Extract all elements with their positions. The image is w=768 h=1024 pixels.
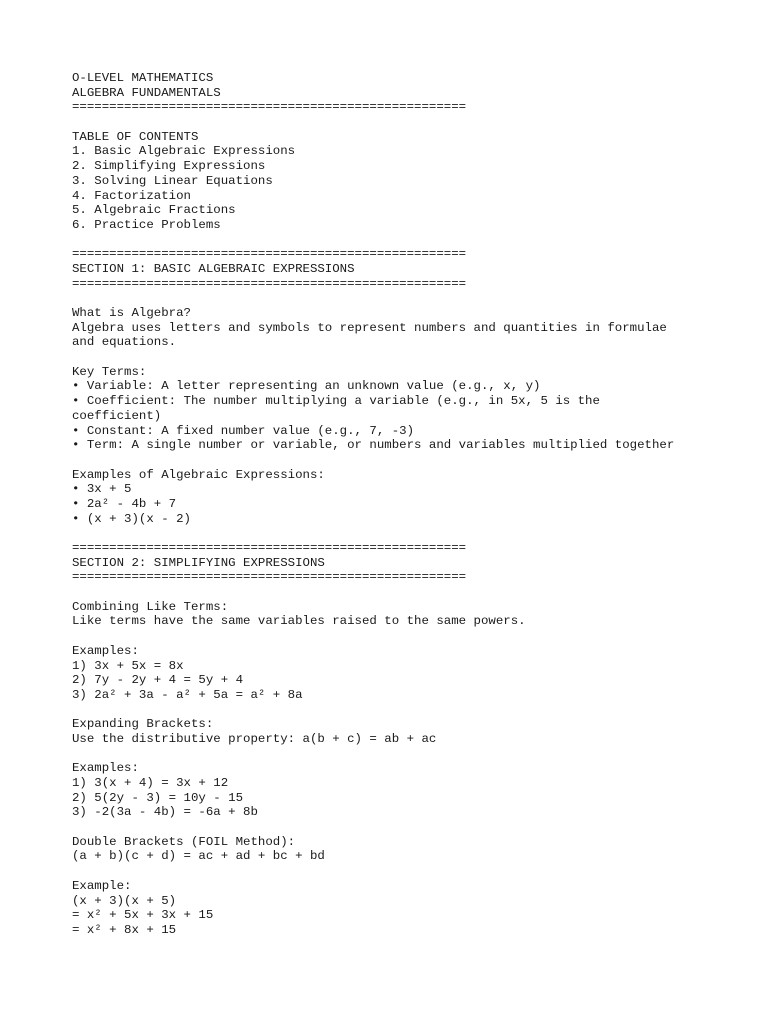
example-heading: Example: xyxy=(72,878,132,893)
key-term-item: coefficient) xyxy=(72,408,162,423)
spacer xyxy=(72,291,752,306)
spacer xyxy=(72,703,752,718)
like-terms-heading: Combining Like Terms: xyxy=(72,599,229,614)
spacer xyxy=(72,526,752,541)
toc-item-1: 1. Basic Algebraic Expressions xyxy=(72,144,296,159)
spacer xyxy=(72,747,752,762)
toc-item-2: 2. Simplifying Expressions xyxy=(72,159,266,174)
example-line: = x² + 5x + 3x + 15 xyxy=(72,908,214,923)
key-term-item: • Term: A single number or variable, or numbers and variables multiplied together xyxy=(72,438,675,453)
example-line: 2) 7y - 2y + 4 = 5y + 4 xyxy=(72,673,244,688)
divider-rule: ===================================================== xyxy=(72,100,467,115)
example-line: 3) -2(3a - 4b) = -6a + 8b xyxy=(72,805,258,820)
divider-rule: ===================================================== xyxy=(72,247,467,262)
expression-examples-heading: Examples of Algebraic Expressions: xyxy=(72,467,325,482)
key-term-item: • Constant: A fixed number value (e.g., 7, -3) xyxy=(72,423,415,438)
double-brackets-heading: Double Brackets (FOIL Method): xyxy=(72,834,296,849)
spacer xyxy=(72,585,752,600)
example-line: 3) 2a² + 3a - a² + 5a = a² + 8a xyxy=(72,687,303,702)
double-brackets-text: (a + b)(c + d) = ac + ad + bc + bd xyxy=(72,849,325,864)
examples-heading: Examples: xyxy=(72,643,139,658)
expression-example: • 3x + 5 xyxy=(72,482,132,497)
key-terms-heading: Key Terms: xyxy=(72,364,147,379)
example-line: = x² + 8x + 15 xyxy=(72,922,177,937)
toc-heading: TABLE OF CONTENTS xyxy=(72,129,199,144)
examples-heading: Examples: xyxy=(72,761,139,776)
spacer xyxy=(72,864,752,879)
spacer xyxy=(72,629,752,644)
spacer xyxy=(72,820,752,835)
document-page xyxy=(72,71,752,938)
divider-rule: ===================================================== xyxy=(72,276,467,291)
section2-heading: SECTION 2: SIMPLIFYING EXPRESSIONS xyxy=(72,555,325,570)
like-terms-text: Like terms have the same variables raised to the same powers. xyxy=(72,614,526,629)
toc-item-3: 3. Solving Linear Equations xyxy=(72,173,273,188)
divider-rule: ===================================================== xyxy=(72,541,467,555)
what-is-algebra-text: and equations. xyxy=(72,335,177,350)
expanding-brackets-heading: Expanding Brackets: xyxy=(72,717,214,732)
what-is-algebra-text: Algebra uses letters and symbols to represent numbers and quantities in formulae xyxy=(72,320,667,335)
expression-example: • 2a² - 4b + 7 xyxy=(72,496,177,511)
key-term-item: • Variable: A letter representing an unknown value (e.g., x, y) xyxy=(72,379,541,394)
key-term-item: • Coefficient: The number multiplying a variable (e.g., in 5x, 5 is the xyxy=(72,394,600,409)
example-line: 2) 5(2y - 3) = 10y - 15 xyxy=(72,790,244,805)
document-title: O-LEVEL MATHEMATICS xyxy=(72,71,214,85)
divider-rule: ===================================================== xyxy=(72,570,467,585)
spacer xyxy=(72,350,752,365)
example-line: (x + 3)(x + 5) xyxy=(72,893,177,908)
what-is-algebra-heading: What is Algebra? xyxy=(72,306,191,320)
toc-item-5: 5. Algebraic Fractions xyxy=(72,203,236,218)
toc-item-4: 4. Factorization xyxy=(72,188,191,203)
expression-example: • (x + 3)(x - 2) xyxy=(72,511,191,526)
spacer xyxy=(72,233,752,248)
example-line: 1) 3(x + 4) = 3x + 12 xyxy=(72,776,229,790)
section1-heading: SECTION 1: BASIC ALGEBRAIC EXPRESSIONS xyxy=(72,261,355,276)
document-subtitle: ALGEBRA FUNDAMENTALS xyxy=(72,85,221,100)
expanding-brackets-text: Use the distributive property: a(b + c) = ab + ac xyxy=(72,731,437,746)
spacer xyxy=(72,115,752,130)
toc-item-6: 6. Practice Problems xyxy=(72,217,221,232)
example-line: 1) 3x + 5x = 8x xyxy=(72,658,184,673)
spacer xyxy=(72,453,752,468)
